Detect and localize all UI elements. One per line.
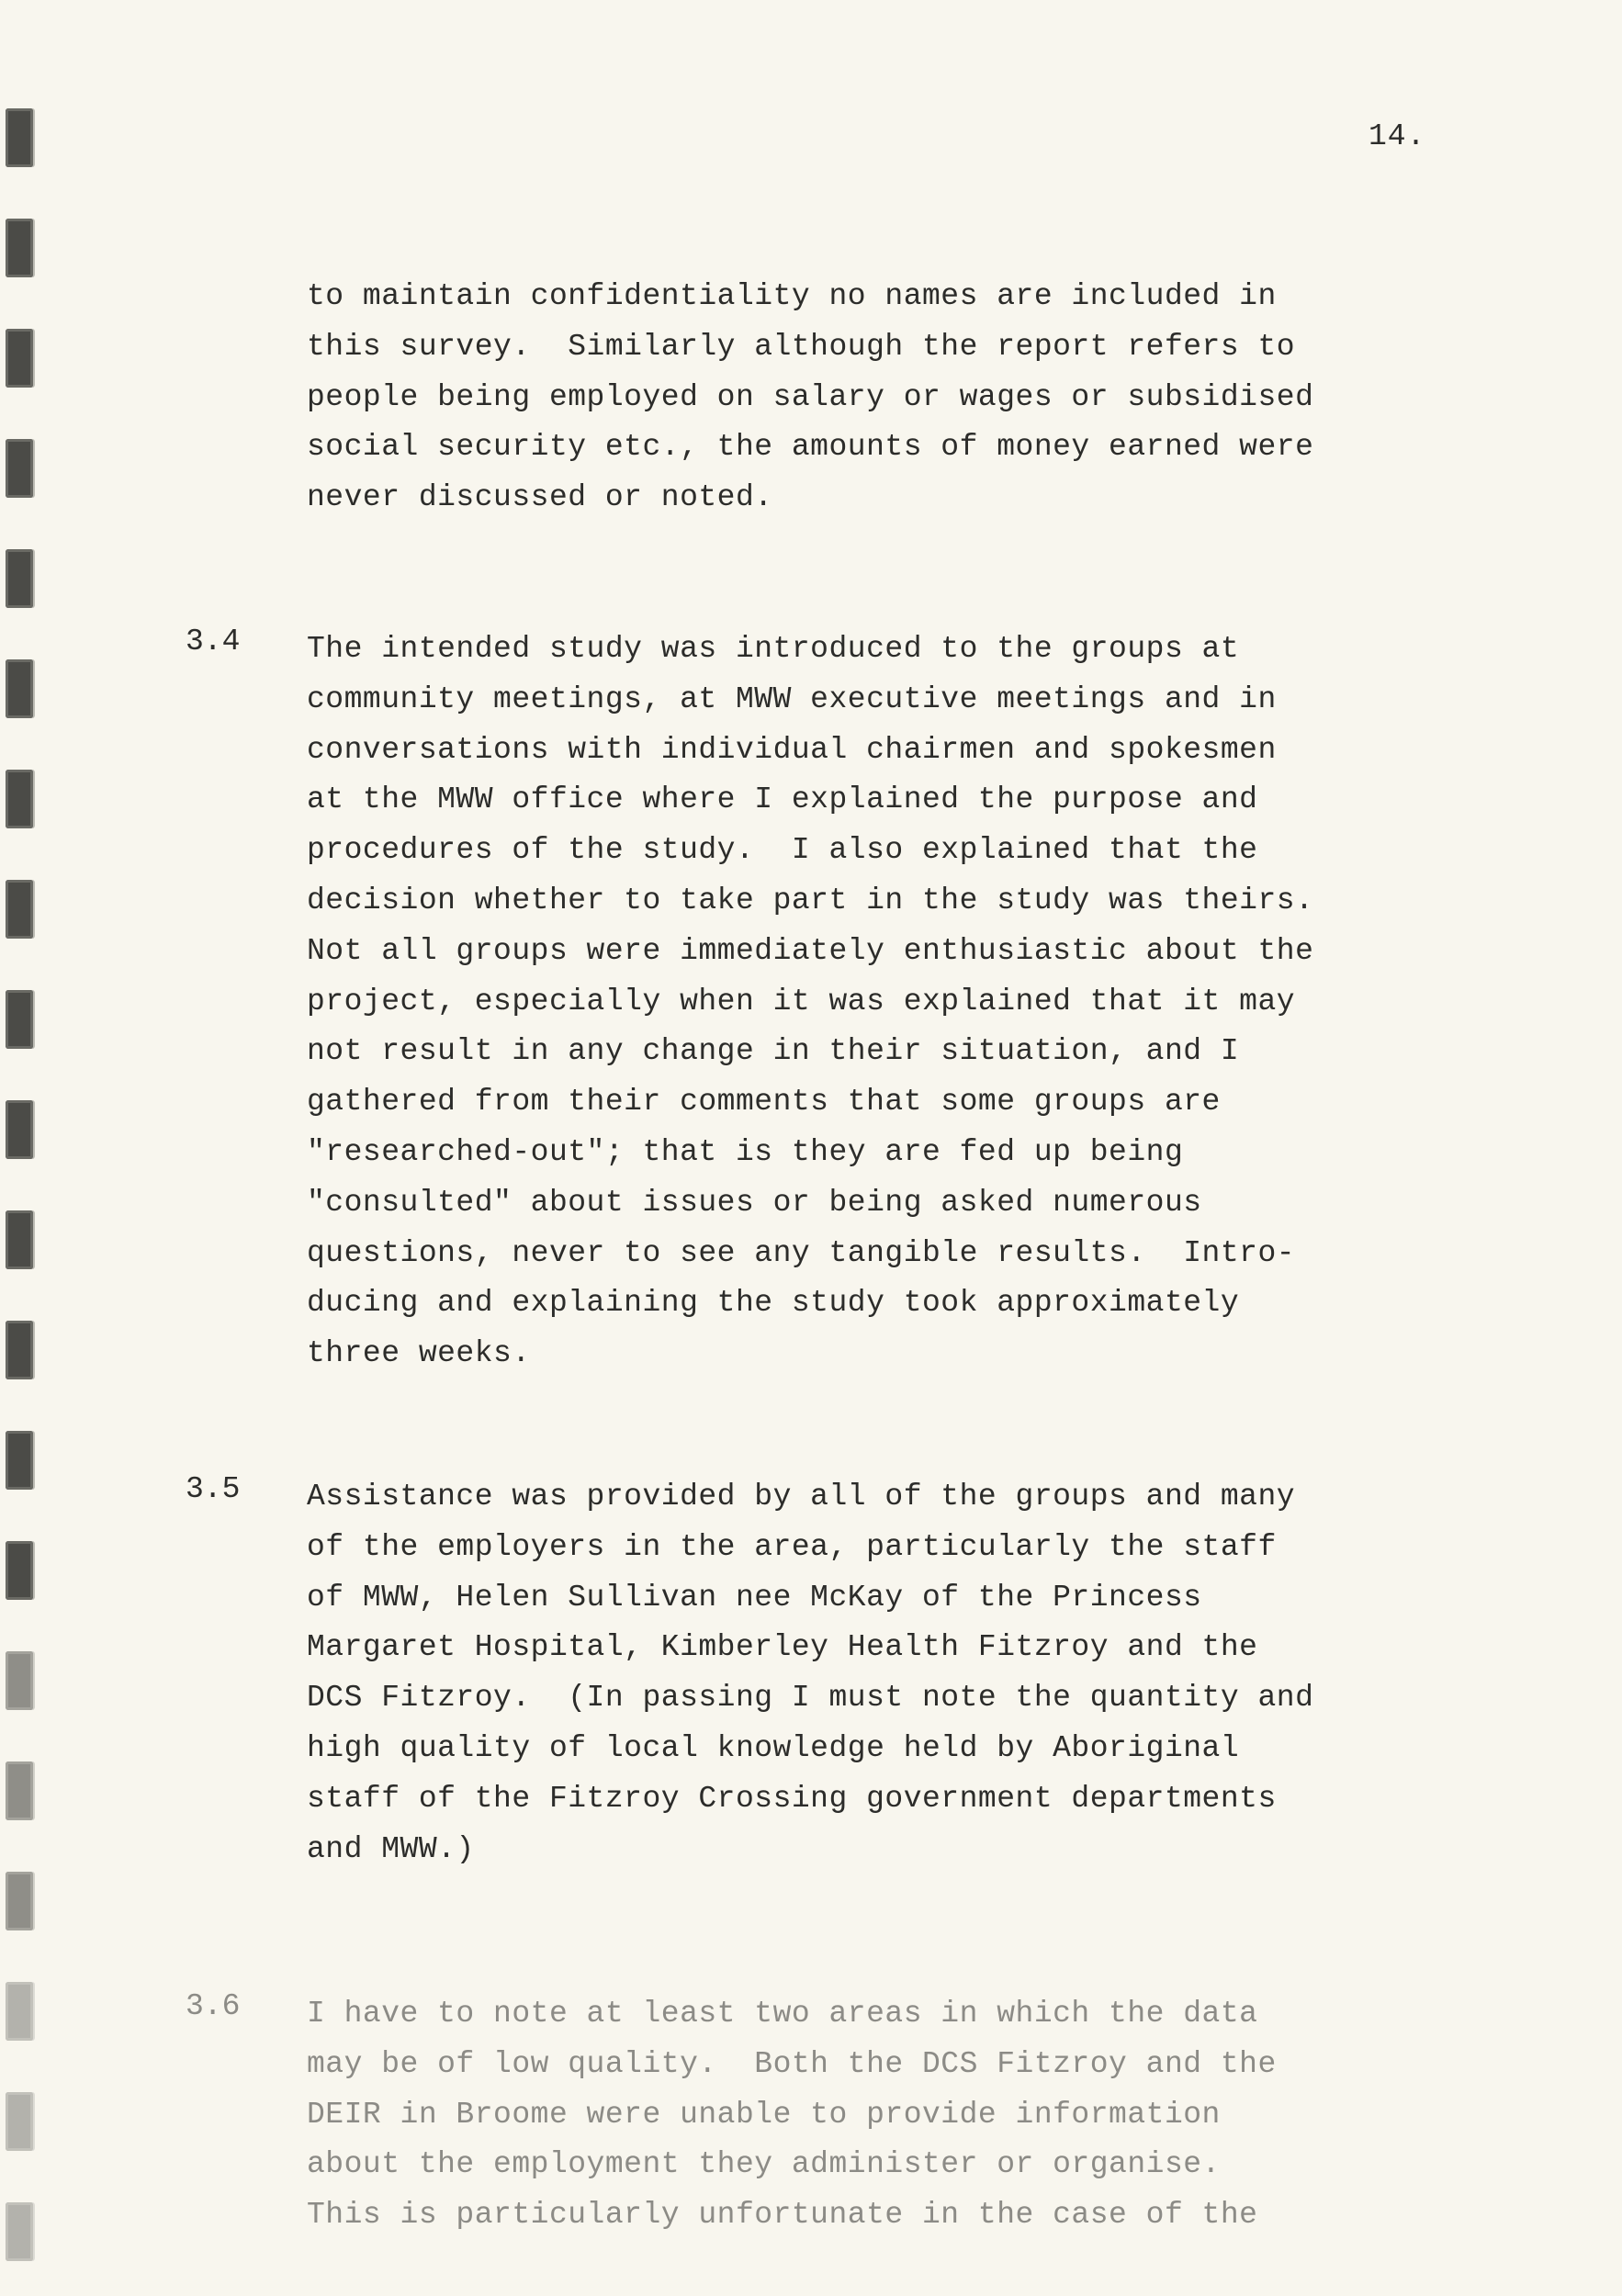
text-line: DEIR in Broome were unable to provide information bbox=[307, 2097, 1221, 2132]
paragraph-text bbox=[307, 1472, 1436, 1874]
paragraph-number: 3.6 bbox=[186, 1989, 241, 2023]
text-line: conversations with individual chairmen and spokesmen bbox=[307, 732, 1277, 767]
binding-hole bbox=[6, 219, 33, 277]
binding-hole bbox=[6, 1321, 33, 1379]
paragraph-text bbox=[307, 272, 1436, 523]
text-line: Not all groups were immediately enthusiastic about the bbox=[307, 933, 1314, 968]
text-line: project, especially when it was explained that it may bbox=[307, 984, 1296, 1019]
text-line: social security etc., the amounts of money earned were bbox=[307, 430, 1314, 465]
binding-hole bbox=[6, 1210, 33, 1269]
text-line: at the MWW office where I explained the purpose and bbox=[307, 782, 1258, 817]
text-line: this survey. Similarly although the report refers to bbox=[307, 329, 1296, 364]
binding-hole bbox=[6, 329, 33, 388]
binding-hole bbox=[6, 549, 33, 608]
text-line: of the employers in the area, particularly the staff bbox=[307, 1529, 1277, 1564]
binding-hole bbox=[6, 1872, 33, 1930]
text-line: "researched-out"; that is they are fed up being bbox=[307, 1134, 1184, 1169]
text-line: This is particularly unfortunate in the case of the bbox=[307, 2198, 1258, 2233]
text-line: and MWW.) bbox=[307, 1831, 475, 1866]
text-line: people being employed on salary or wages or subsidised bbox=[307, 379, 1314, 414]
binding-hole bbox=[6, 1761, 33, 1820]
binding-hole bbox=[6, 2202, 33, 2261]
text-line: three weeks. bbox=[307, 1336, 531, 1371]
text-line: never discussed or noted. bbox=[307, 480, 773, 515]
text-line: ducing and explaining the study took approximately bbox=[307, 1286, 1240, 1321]
text-line: community meetings, at MWW executive meetings and in bbox=[307, 681, 1277, 716]
binding-hole bbox=[6, 770, 33, 828]
text-line: The intended study was introduced to the groups at bbox=[307, 632, 1240, 666]
text-line: questions, never to see any tangible results. Intro- bbox=[307, 1235, 1296, 1270]
text-line: DCS Fitzroy. (In passing I must note the quantity and bbox=[307, 1681, 1314, 1716]
text-line: about the employment they administer or organise. bbox=[307, 2147, 1221, 2182]
text-line: I have to note at least two areas in which the data bbox=[307, 1997, 1258, 2031]
text-line: Margaret Hospital, Kimberley Health Fitzroy and the bbox=[307, 1630, 1258, 1665]
text-line: gathered from their comments that some groups are bbox=[307, 1085, 1221, 1120]
binding-hole bbox=[6, 659, 33, 718]
binding-hole bbox=[6, 108, 33, 167]
text-line: "consulted" about issues or being asked numerous bbox=[307, 1185, 1202, 1220]
text-line: decision whether to take part in the study was theirs. bbox=[307, 883, 1314, 917]
paragraph-number: 3.5 bbox=[186, 1472, 241, 1506]
text-line: procedures of the study. I also explained that the bbox=[307, 833, 1258, 868]
binding-hole bbox=[6, 1651, 33, 1710]
paragraph-text bbox=[307, 1989, 1436, 2241]
binding-holes-strip bbox=[0, 0, 55, 2296]
binding-hole bbox=[6, 880, 33, 939]
binding-hole bbox=[6, 1431, 33, 1490]
binding-hole bbox=[6, 1541, 33, 1600]
binding-hole bbox=[6, 439, 33, 498]
text-line: not result in any change in their situation, and I bbox=[307, 1034, 1240, 1069]
binding-hole bbox=[6, 990, 33, 1049]
paragraph-number: 3.4 bbox=[186, 625, 241, 658]
text-line: may be of low quality. Both the DCS Fitzroy and the bbox=[307, 2046, 1277, 2081]
text-line: high quality of local knowledge held by Aboriginal bbox=[307, 1730, 1240, 1765]
page-number: 14. bbox=[1369, 119, 1426, 153]
text-line: staff of the Fitzroy Crossing government departments bbox=[307, 1781, 1277, 1816]
paragraph-text bbox=[307, 625, 1436, 1379]
binding-hole bbox=[6, 2092, 33, 2151]
text-line: Assistance was provided by all of the groups and many bbox=[307, 1480, 1296, 1514]
binding-hole bbox=[6, 1982, 33, 2041]
binding-hole bbox=[6, 1100, 33, 1159]
text-line: to maintain confidentiality no names are included in bbox=[307, 279, 1277, 313]
text-line: of MWW, Helen Sullivan nee McKay of the Princess bbox=[307, 1580, 1202, 1615]
